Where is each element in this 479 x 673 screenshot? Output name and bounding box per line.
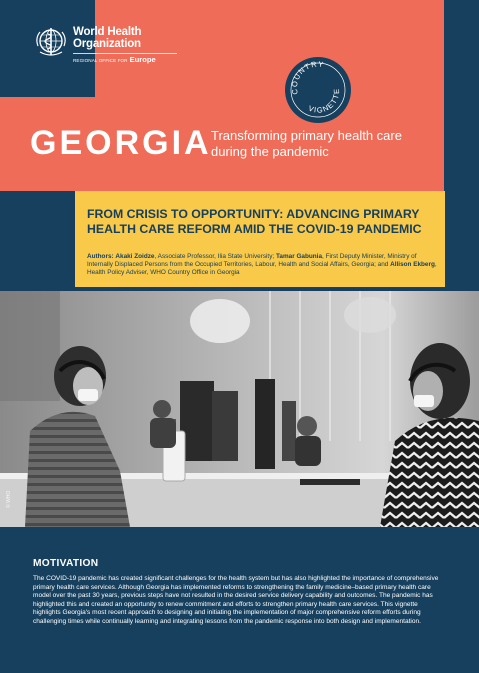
who-divider	[73, 53, 177, 54]
motivation-body: The COVID-19 pandemic has created significant challenges for the health system but has also highlighted the importance of comprehensive primary health care services. Although Georgia has implemented reforms to strengthening the family medicine–based primary health care model over the past 30 years, previous steps have not resulted in the desired service delivery capability and outcomes. The pandemic has highlighted this and created an opportunity to renew commitment and efforts to strengthen primary health care services. This vignette highlights Georgia's most recent approach to designing and initiating the implementation of major comprehensive reform efforts during challenging times while continually learning and integrating lessons from the pandemic response into both design and implementation.	[33, 575, 439, 625]
author-2-name: Tamar Gabunia	[275, 253, 323, 260]
who-regional-office: REGIONAL OFFICE FOR Europe	[73, 55, 156, 64]
who-emblem-icon	[34, 26, 68, 58]
author-1-name: Akaki Zoidze	[115, 253, 155, 260]
country-subtitle: Transforming primary health care during the pandemic	[211, 128, 402, 159]
country-vignette-badge	[284, 56, 352, 124]
badge-text-country: COUNTRY	[289, 59, 326, 96]
motivation-heading: MOTIVATION	[33, 558, 99, 569]
country-title: GEORGIA	[30, 124, 212, 162]
author-3-name: Allison Ekberg	[390, 261, 435, 269]
article-authors: Authors: Akaki Zoidze, Associate Professor, Ilia State University; Tamar Gabunia, First Deputy Minister, Ministry of Internally Displaced Persons from the Occupied Territories, Labour, Health and Social Affairs, Georgia; and Allison Ekberg, Health Policy Adviser, WHO Country Office in Georgia	[87, 253, 437, 277]
who-logo	[34, 26, 177, 65]
photo-credit: © WHO	[6, 490, 12, 508]
who-name-line2: Organization	[73, 38, 141, 50]
badge-text-vignette: VIGNETTE	[307, 87, 342, 115]
article-headline: FROM CRISIS TO OPPORTUNITY: ADVANCING PRIMARY HEALTH CARE REFORM AMID THE COVID-19 PANDEMIC	[87, 207, 422, 236]
who-name-line1: World Health	[73, 26, 142, 38]
call-center-photo	[0, 291, 479, 527]
